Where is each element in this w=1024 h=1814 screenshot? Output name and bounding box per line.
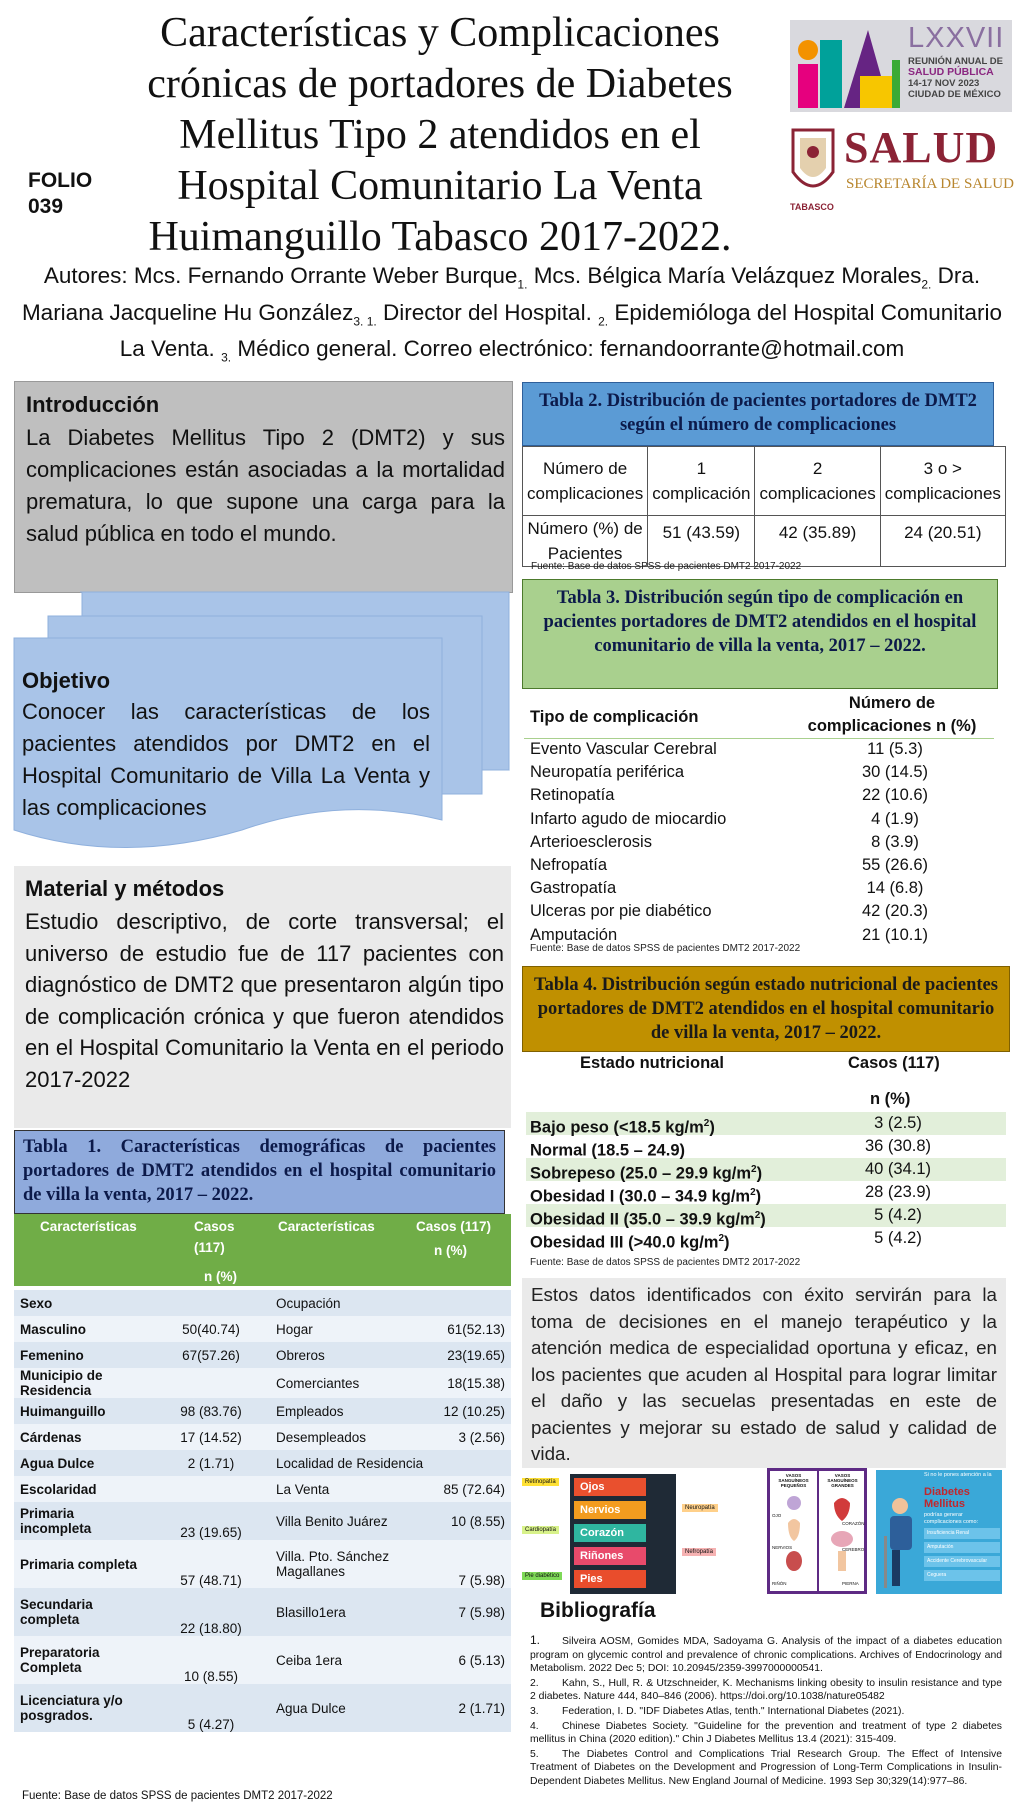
organ-label-3: CORAZÓN xyxy=(842,1521,865,1526)
table1-row xyxy=(14,1368,511,1398)
table1-header xyxy=(14,1214,511,1286)
event-line-4: CIUDAD DE MÉXICO xyxy=(908,89,1001,100)
reference-text: Chinese Diabetes Society. "Guideline for the prevention and treatment of type 2 diabetes mellitus in China (2020 edition)." Chin J Diabetes Mellitus 13.4 (2021): 315-409. xyxy=(530,1720,1002,1746)
reference-number: 1. xyxy=(530,1633,541,1647)
table1-cell-char: Escolaridad xyxy=(20,1481,97,1497)
table3-row xyxy=(530,900,994,923)
table4-state-sup: 2 xyxy=(751,1164,757,1175)
organs-list xyxy=(574,1478,646,1593)
intro-box xyxy=(14,381,513,593)
table4-cell-state xyxy=(530,1227,828,1250)
table1-cell-char: Masculino xyxy=(20,1321,87,1337)
table3-cell-value: 55 (26.6) xyxy=(861,856,929,875)
objective-text: Conocer las características de los pacientes atendidos por DMT2 en el Hospital Comunitario de Villa La Venta y las complicaciones xyxy=(22,699,430,820)
vessels-large-label: VASOS SANGUÍNEOS GRANDES xyxy=(827,1473,858,1488)
table1-row xyxy=(14,1290,511,1316)
table1-cell-char: Preparatoria Completa xyxy=(20,1645,100,1675)
table4-state-text: Obesidad III (>40.0 kg/m xyxy=(530,1233,719,1252)
organ-item: Riñones xyxy=(574,1547,646,1565)
author-3: Dra. Mariana Jacqueline Hu González xyxy=(21,263,981,325)
table3-cell-type: Ulceras por pie diabético xyxy=(530,902,712,921)
table1-cell-cases: 50(40.74) xyxy=(182,1321,240,1337)
table4-title: Tabla 4. Distribución según estado nutricional de pacientes portadores de DMT2 atendidos en el hospital comunitario de villa la venta, 2017 – 2022. xyxy=(522,966,1010,1052)
organs-infographic xyxy=(522,1474,724,1594)
table1-head-char: Características xyxy=(40,1219,137,1234)
table3-title: Tabla 3. Distribución según tipo de complicación en pacientes portadores de DMT2 atendidos en el hospital comunitario de villa la venta, 2017 – 2022. xyxy=(522,579,998,689)
table1-cell-cases: 57 (48.71) xyxy=(180,1573,242,1588)
table1-cell-cases2 xyxy=(430,1290,511,1316)
organ-label-4: CEREBRO xyxy=(842,1547,865,1552)
organ-label-1: NERVIOS xyxy=(772,1545,793,1550)
table1-cell-char2: Desempleados xyxy=(276,1429,367,1445)
table4-row xyxy=(526,1181,1006,1204)
table1-row xyxy=(14,1476,511,1502)
table4-state-text: Obesidad II (35.0 – 39.9 kg/m xyxy=(530,1210,755,1229)
table2-source: Fuente: Base de datos SPSS de pacientes DMT2 2017-2022 xyxy=(531,561,802,572)
table3-cell-type: Evento Vascular Cerebral xyxy=(530,740,717,758)
table4-source: Fuente: Base de datos SPSS de pacientes DMT2 2017-2022 xyxy=(530,1257,801,1268)
table4-row xyxy=(526,1112,1006,1135)
table1-cell-char2: Localidad de Residencia xyxy=(276,1455,424,1471)
intro-text: La Diabetes Mellitus Tipo 2 (DMT2) y sus complicaciones están asociadas a la mortalidad prematura, lo que supone una carga para la salud pública en todo el mundo. xyxy=(26,425,505,546)
table1-cell-char2: Hogar xyxy=(276,1321,313,1337)
event-line-1: REUNIÓN ANUAL DE xyxy=(908,56,1004,67)
reference-item xyxy=(530,1677,1002,1704)
table4-cell-value: 5 (4.2) xyxy=(874,1206,922,1224)
table1-cell-cases2: 12 (10.25) xyxy=(443,1403,505,1419)
table4-state-tail: ) xyxy=(760,1210,766,1229)
table1-cell-char: Secundaria completa xyxy=(20,1597,93,1627)
info-item: Amputación xyxy=(924,1542,1000,1553)
organ-label-2: RIÑÓN xyxy=(772,1581,787,1586)
reference-text: Silveira AOSM, Gomides MDA, Sadoyama G. Analysis of the impact of a diabetes education program on glycemic control and prevalence of chronic complications. Archives of Endocrinology and Metabolism. 2022 Dec 5; DOI: 10.20945/2359-3997000000541. xyxy=(530,1636,1002,1675)
table1-cell-char: Cárdenas xyxy=(20,1429,82,1445)
table4-state-tail: ) xyxy=(756,1164,763,1183)
organ-item: Nervios xyxy=(574,1501,646,1519)
table1-cell-char2: Ocupación xyxy=(276,1295,341,1311)
reference-number: 4. xyxy=(530,1720,539,1732)
table4-head-cases: Casos (117) xyxy=(848,1054,940,1072)
table4-cell-state xyxy=(530,1112,828,1135)
table4-state-text: Obesidad I (30.0 – 34.9 kg/m xyxy=(530,1187,751,1206)
organ-label-0: OJO xyxy=(772,1513,782,1518)
table3-cell-value: 42 (20.3) xyxy=(861,902,929,921)
patient-figure-icon xyxy=(882,1496,922,1592)
table4-state-sup: 2 xyxy=(703,1118,710,1129)
secretaria-wordmark: SECRETARÍA DE SALUD xyxy=(846,176,1014,192)
table2-row-1: 51 (43.59) xyxy=(648,516,755,567)
table1-row xyxy=(14,1502,511,1540)
table1-row xyxy=(14,1398,511,1424)
table1-title: Tabla 1. Características demográficas de pacientes portadores de DMT2 atendidos en el hospital comunitario de villa la venta, 2017 – 2022. xyxy=(14,1130,505,1214)
table4-state-tail: ) xyxy=(709,1118,715,1137)
poster-title: Características y Complicaciones crónicas de portadores de Diabetes Mellitus Tipo 2 atendidos en el Hospital Comunitario La Venta Huimanguillo Tabasco 2017-2022. xyxy=(147,10,733,260)
diabetes-info-card xyxy=(876,1470,1002,1594)
methods-text: Estudio descriptivo, de corte transversal; el universo de estudio fue de 117 pacientes con diagnóstico de DMT2 que presentaron algún tipo de complicación crónica y que fueron atendidos en el Hospital Comunitario la Venta en el periodo 2017-2022 xyxy=(25,909,504,1092)
table3-cell-value: 11 (5.3) xyxy=(867,740,923,758)
affiliation-1: Director del Hospital. xyxy=(376,299,599,325)
table1-cell-cases: 5 (4.27) xyxy=(187,1717,235,1732)
table2-title: Tabla 2. Distribución de pacientes portadores de DMT2 según el número de complicaciones xyxy=(522,382,994,446)
table3-cell-type: Amputación xyxy=(530,925,618,944)
author-3-note: 3. 1. xyxy=(353,314,377,328)
table1-cell-char: Agua Dulce xyxy=(20,1455,95,1471)
tag-right-0: Neuropatía xyxy=(682,1504,718,1512)
table1-source: Fuente: Base de datos SPSS de pacientes DMT2 2017-2022 xyxy=(22,1790,333,1802)
bibliography-list xyxy=(530,1634,1002,1790)
table3-cell-value: 30 (14.5) xyxy=(861,763,929,782)
table3-source: Fuente: Base de datos SPSS de pacientes DMT2 2017-2022 xyxy=(530,943,801,954)
table1-cell-char: Primaria completa xyxy=(20,1556,138,1572)
table1-cell-char2: La Venta xyxy=(276,1481,330,1497)
table1-cell-cases2: 61(52.13) xyxy=(447,1321,505,1337)
table4-rows xyxy=(526,1112,1006,1250)
table4-cell-value: 40 (34.1) xyxy=(864,1160,932,1178)
table1-cell-cases xyxy=(152,1368,270,1398)
table3-rows xyxy=(530,738,994,947)
table1-cell-cases2: 7 (5.98) xyxy=(458,1573,505,1588)
table3-cell-type: Infarto agudo de miocardio xyxy=(530,809,727,828)
tag-left-2: Pie diabético xyxy=(522,1572,562,1580)
table1-cell-cases2 xyxy=(430,1450,511,1476)
table2 xyxy=(522,446,1006,567)
author-2-note: 2. xyxy=(921,277,932,292)
table1-cell-cases2: 18(15.38) xyxy=(447,1375,505,1391)
table4-cell-value: 36 (30.8) xyxy=(864,1137,932,1155)
table1-cell-char: Sexo xyxy=(20,1295,53,1311)
table1-cell-cases: 17 (14.52) xyxy=(180,1429,242,1445)
table4-cell-state xyxy=(530,1181,828,1204)
table4-state-tail: ) xyxy=(755,1187,762,1206)
table1-cell-char2: Empleados xyxy=(276,1403,344,1419)
reference-number: 5. xyxy=(530,1748,539,1760)
table1-cell-char2: Comerciantes xyxy=(276,1375,360,1391)
event-logo xyxy=(790,20,1012,112)
folio-label: FOLIO 039 xyxy=(28,169,93,218)
table1-cell-char2: Villa Benito Juárez xyxy=(276,1513,388,1529)
table4-row xyxy=(526,1158,1006,1181)
affiliation-3-note: 3. xyxy=(221,350,232,365)
table3-head-type: Tipo de complicación xyxy=(530,708,699,726)
table2-head-0: Número de complicaciones xyxy=(523,447,648,516)
info-sub: podrías generar complicaciones como: xyxy=(924,1512,979,1525)
table4-cell-state xyxy=(530,1204,828,1227)
table3-cell-type: Gastropatía xyxy=(530,879,617,898)
table2-row-label: Número (%) de Pacientes xyxy=(523,516,648,567)
objective-heading: Objetivo xyxy=(22,668,111,693)
table4-state-text: Bajo peso (<18.5 kg/m xyxy=(530,1118,704,1137)
conclusion-box xyxy=(522,1278,1006,1468)
salud-wordmark: SALUD xyxy=(844,123,999,172)
table1-cell-char2: Agua Dulce xyxy=(276,1700,346,1716)
info-item: Accidente Cerebrovascular xyxy=(924,1556,1000,1567)
table1-row xyxy=(14,1588,511,1636)
table2-head-3: 3 o > complicaciones xyxy=(880,447,1005,516)
reference-text: Federation, I. D. "IDF Diabetes Atlas, tenth." International Diabetes (2021). xyxy=(562,1705,905,1717)
affiliation-2: Epidemióloga del Hospital Comunitario La Venta. xyxy=(119,299,1003,361)
info-item: Insuficiencia Renal xyxy=(924,1528,1000,1539)
table4-state-tail: ) xyxy=(724,1233,730,1252)
table1-row xyxy=(14,1450,511,1476)
table4-cell-value: 5 (4.2) xyxy=(874,1229,922,1247)
tag-left-1: Cardiopatía xyxy=(522,1526,559,1534)
table4-state-sup: 2 xyxy=(750,1187,756,1198)
table1-row xyxy=(14,1540,511,1588)
table4-cell-state xyxy=(530,1158,828,1181)
table1-cell-cases: 2 (1.71) xyxy=(187,1455,235,1471)
table4-cell-state xyxy=(530,1135,828,1158)
info-title: Diabetes Mellitus xyxy=(924,1486,970,1510)
table2-head-2: 2 complicaciones xyxy=(755,447,880,516)
table1-cell-char: Femenino xyxy=(20,1347,84,1363)
table3-row xyxy=(530,738,994,761)
table1-row xyxy=(14,1342,511,1368)
event-line-3: 14-17 NOV 2023 xyxy=(908,78,980,89)
reference-item xyxy=(530,1634,1002,1676)
table1-cell-char: Primaria incompleta xyxy=(20,1506,92,1536)
table3-cell-type: Arterioesclerosis xyxy=(530,832,652,851)
table1-head-cases: Casos (117) xyxy=(194,1219,235,1255)
table1-cell-cases2: 7 (5.98) xyxy=(458,1604,505,1620)
table1-row xyxy=(14,1684,511,1732)
info-item: Ceguera xyxy=(924,1570,1000,1581)
table4-state-text: Normal (18.5 – 24.9) xyxy=(530,1141,685,1160)
table1-cell-cases2: 85 (72.64) xyxy=(443,1481,505,1497)
table2-row-3: 24 (20.51) xyxy=(880,516,1005,567)
table1-cell-cases: 98 (83.76) xyxy=(180,1403,242,1419)
reference-item xyxy=(530,1720,1002,1747)
table3-row xyxy=(530,854,994,877)
table3-cell-value: 14 (6.8) xyxy=(866,879,924,898)
table2-row-2: 42 (35.89) xyxy=(755,516,880,567)
methods-box xyxy=(14,866,511,1128)
event-line-2: SALUD PÚBLICA xyxy=(908,66,994,78)
table4-row xyxy=(526,1135,1006,1158)
table4-cell-value: 28 (23.9) xyxy=(864,1183,932,1201)
table1-cell-cases xyxy=(152,1290,270,1316)
table3-row xyxy=(530,784,994,807)
table1-cell-char: Licenciatura y/o posgrados. xyxy=(20,1693,123,1723)
table1-cell-char2: Blasillo1era xyxy=(276,1604,346,1620)
coat-of-arms-icon xyxy=(788,122,838,202)
organ-item: Ojos xyxy=(574,1478,646,1496)
organ-item: Corazón xyxy=(574,1524,646,1542)
table3-row xyxy=(530,877,994,900)
vessels-infographic xyxy=(767,1468,867,1594)
table4-row xyxy=(526,1204,1006,1227)
salud-logo xyxy=(788,118,1014,218)
table1-cell-cases: 10 (8.55) xyxy=(183,1669,239,1684)
intro-heading: Introducción xyxy=(26,392,160,417)
table3-row xyxy=(530,808,994,831)
table3-head-num: Número de complicaciones n (%) xyxy=(807,694,977,735)
reference-number: 3. xyxy=(530,1705,539,1717)
table1-cell-cases xyxy=(152,1476,270,1502)
table1-head-cases2: Casos (117) xyxy=(416,1219,492,1234)
table1-cell-cases2: 3 (2.56) xyxy=(458,1429,505,1445)
reference-item xyxy=(530,1705,1002,1719)
table1-cell-cases: 67(57.26) xyxy=(182,1347,240,1363)
table3-cell-value: 4 (1.9) xyxy=(871,809,919,828)
conclusion-text: Estos datos identificados con éxito servirán para la toma de decisiones en el manejo terapéutico y la atención medica de especialidad oportuna y eficaz, en los pacientes que acuden al Hospital para lograr limitar el daño y las secuelas presentadas en este de pacientes y mejorar su estado de salud y calidad de vida. xyxy=(531,1284,997,1464)
table3-cell-value: 22 (10.6) xyxy=(861,786,929,805)
reference-item xyxy=(530,1748,1002,1789)
table4-state-sup: 2 xyxy=(754,1210,761,1221)
table1-cell-cases2: 2 (1.71) xyxy=(458,1700,505,1716)
table1-cell-char2: Villa. Pto. Sánchez Magallanes xyxy=(276,1549,390,1579)
table3-cell-type: Nefropatía xyxy=(530,856,608,875)
table4-head-n: n (%) xyxy=(870,1090,911,1108)
tag-left-0: Retinopatía xyxy=(522,1478,559,1486)
vessels-small-label: VASOS SANGUÍNEOS PEQUEÑOS xyxy=(778,1473,809,1488)
reference-text: Kahn, S., Hull, R. & Utzschneider, K. Mechanisms linking obesity to insulin resistance and type 2 diabetes. Nature 444, 840–846 (2006). https://doi.org/10.1038/nature05482 xyxy=(530,1677,1002,1703)
organ-label-5: PIERNA xyxy=(842,1581,859,1586)
organs-drawing-icon xyxy=(778,1493,858,1573)
event-numeral: LXXVII xyxy=(908,22,1005,54)
table1-head-n: n (%) xyxy=(204,1269,237,1284)
table1-cell-char: Municipio de Residencia xyxy=(20,1368,103,1398)
table1-head-n2: n (%) xyxy=(434,1243,467,1258)
table4-head-state: Estado nutricional xyxy=(580,1054,724,1072)
tabasco-label: TABASCO xyxy=(790,202,834,212)
table1-cell-char2: Ceiba 1era xyxy=(276,1652,343,1668)
table4-state-sup: 2 xyxy=(718,1233,725,1244)
author-1: Autores: Mcs. Fernando Orrante Weber Burque xyxy=(43,263,518,288)
table3-cell-type: Retinopatía xyxy=(530,786,615,805)
table3-cell-value: 21 (10.1) xyxy=(861,925,929,944)
table1-cell-cases2: 6 (5.13) xyxy=(458,1652,505,1668)
table4-state-text: Sobrepeso (25.0 – 29.9 kg/m xyxy=(530,1164,752,1183)
reference-text: The Diabetes Control and Complications Trial Research Group. The Effect of Intensive Treatment of Diabetes on the Development and Progression of Long-Term Complications in Insulin-Dependent Diabetes Mellitus. New England Journal of Medicine. 1993 Sep 30;329(14):977–86. xyxy=(530,1748,1002,1787)
table1 xyxy=(14,1290,511,1732)
organ-item: Pies xyxy=(574,1570,646,1588)
table3-row xyxy=(530,831,994,854)
table3-row xyxy=(530,761,994,784)
affiliation-3-email: Médico general. Correo electrónico: fernandoorrante@hotmail.com xyxy=(231,336,905,361)
table1-row xyxy=(14,1636,511,1684)
info-pre: Si no le pones atención a la xyxy=(924,1472,992,1478)
table1-row xyxy=(14,1424,511,1450)
table1-cell-cases: 22 (18.80) xyxy=(180,1621,242,1636)
methods-heading: Material y métodos xyxy=(25,876,225,901)
author-1-note: 1. xyxy=(517,277,528,292)
tag-right-1: Nefropatía xyxy=(682,1548,716,1556)
bibliography-heading: Bibliografía xyxy=(540,1599,656,1622)
table2-head-1: 1 complicación xyxy=(648,447,755,516)
authors-block xyxy=(10,262,1014,372)
table1-cell-cases2: 10 (8.55) xyxy=(450,1513,505,1529)
table4-cell-value: 3 (2.5) xyxy=(874,1114,922,1132)
table3-cell-type: Neuropatía periférica xyxy=(530,763,685,782)
table4-row xyxy=(526,1227,1006,1250)
table1-cell-cases: 23 (19.65) xyxy=(180,1525,242,1540)
affiliation-2-note: 2. xyxy=(598,314,609,328)
table1-cell-char: Huimanguillo xyxy=(20,1403,106,1419)
author-2: Mcs. Bélgica María Velázquez Morales xyxy=(527,263,922,288)
table1-cell-cases2: 23(19.65) xyxy=(447,1347,505,1363)
info-items xyxy=(924,1528,1000,1584)
reference-number: 2. xyxy=(530,1677,539,1689)
table1-head-char2: Características xyxy=(278,1219,375,1234)
table1-row xyxy=(14,1316,511,1342)
table1-cell-char2: Obreros xyxy=(276,1347,325,1363)
table3-cell-value: 8 (3.9) xyxy=(871,832,919,851)
